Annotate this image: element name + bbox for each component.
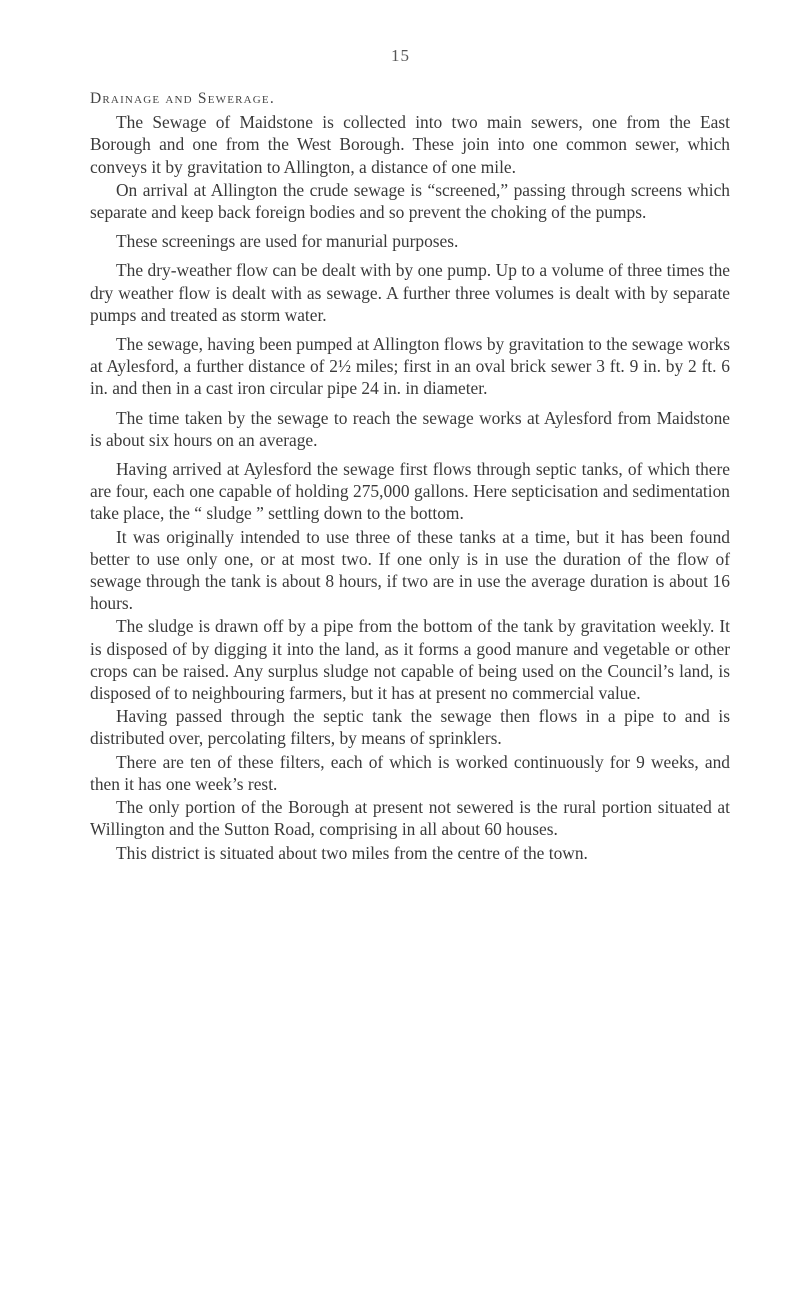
paragraph-time-taken: The time taken by the sewage to reach the sewage works at Aylesford from Maidstone is about six hours on an average. xyxy=(90,407,730,450)
paragraph-sludge: The sludge is drawn off by a pipe from the bottom of the tank by gravitation weekly. It is disposed of by digging it into the land, as it forms a good manure and vegetable or other crops can be raised. Any surplus sludge not capable of being used on the Council’s land, is disposed of to neighbouring farmers, but it has at present no commercial value. xyxy=(90,616,730,704)
paragraph-dry-weather-flow: The dry-weather flow can be dealt with by one pump. Up to a volume of three times the dry weather flow is dealt with as sewage. A further three volumes is dealt with by separate pumps and treated as storm water. xyxy=(90,260,730,325)
report-text xyxy=(90,88,730,865)
paragraph-district-location: This district is situated about two miles from the centre of the town. xyxy=(116,842,588,863)
paragraph-unsewered-portion: The only portion of the Borough at present not sewered is the rural portion situated at Willington and the Sutton Road, comprising in all about 60 houses. xyxy=(90,797,730,840)
section-heading: Drainage and Sewerage. xyxy=(90,90,275,107)
paragraph-percolating-filters: Having passed through the septic tank the sewage then flows in a pipe to and is distributed over, percolating filters, by means of sprinklers. xyxy=(90,706,730,749)
paragraph-septic-tanks: Having arrived at Aylesford the sewage first flows through septic tanks, of which there are four, each one capable of holding 275,000 gallons. Here septicisation and sedimentation take place, the “ sludge ” settling down to the bottom. xyxy=(90,459,730,524)
paragraph-tank-usage: It was originally intended to use three of these tanks at a time, but it has been found better to use only one, or at most two. If one only is in use the duration of the flow of sewage through the tank is about 8 hours, if two are in use the average duration is about 16 hours. xyxy=(90,526,730,614)
paragraph-screenings-use: These screenings are used for manurial purposes. xyxy=(116,231,459,252)
paragraph-filters-count: There are ten of these filters, each of which is worked continuously for 9 weeks, and then it has one week’s rest. xyxy=(90,751,730,794)
paragraph-sewers: The Sewage of Maidstone is collected into two main sewers, one from the East Borough and one from the West Borough. These join into one common sewer, which conveys it by gravitation to Allington, a distance of one mile. xyxy=(90,112,730,177)
page-number: 15 xyxy=(391,46,410,65)
paragraph-gravitation-to-aylesford: The sewage, having been pumped at Allington flows by gravitation to the sewage works at Aylesford, a further distance of 2½ miles; first in an oval brick sewer 3 ft. 9 in. by 2 ft. 6 in. and then in a cast iron circular pipe 24 in. in diameter. xyxy=(90,334,730,399)
paragraph-screening: On arrival at Allington the crude sewage is “screened,” passing through screens which separate and keep back foreign bodies and so prevent the choking of the pumps. xyxy=(90,179,730,223)
